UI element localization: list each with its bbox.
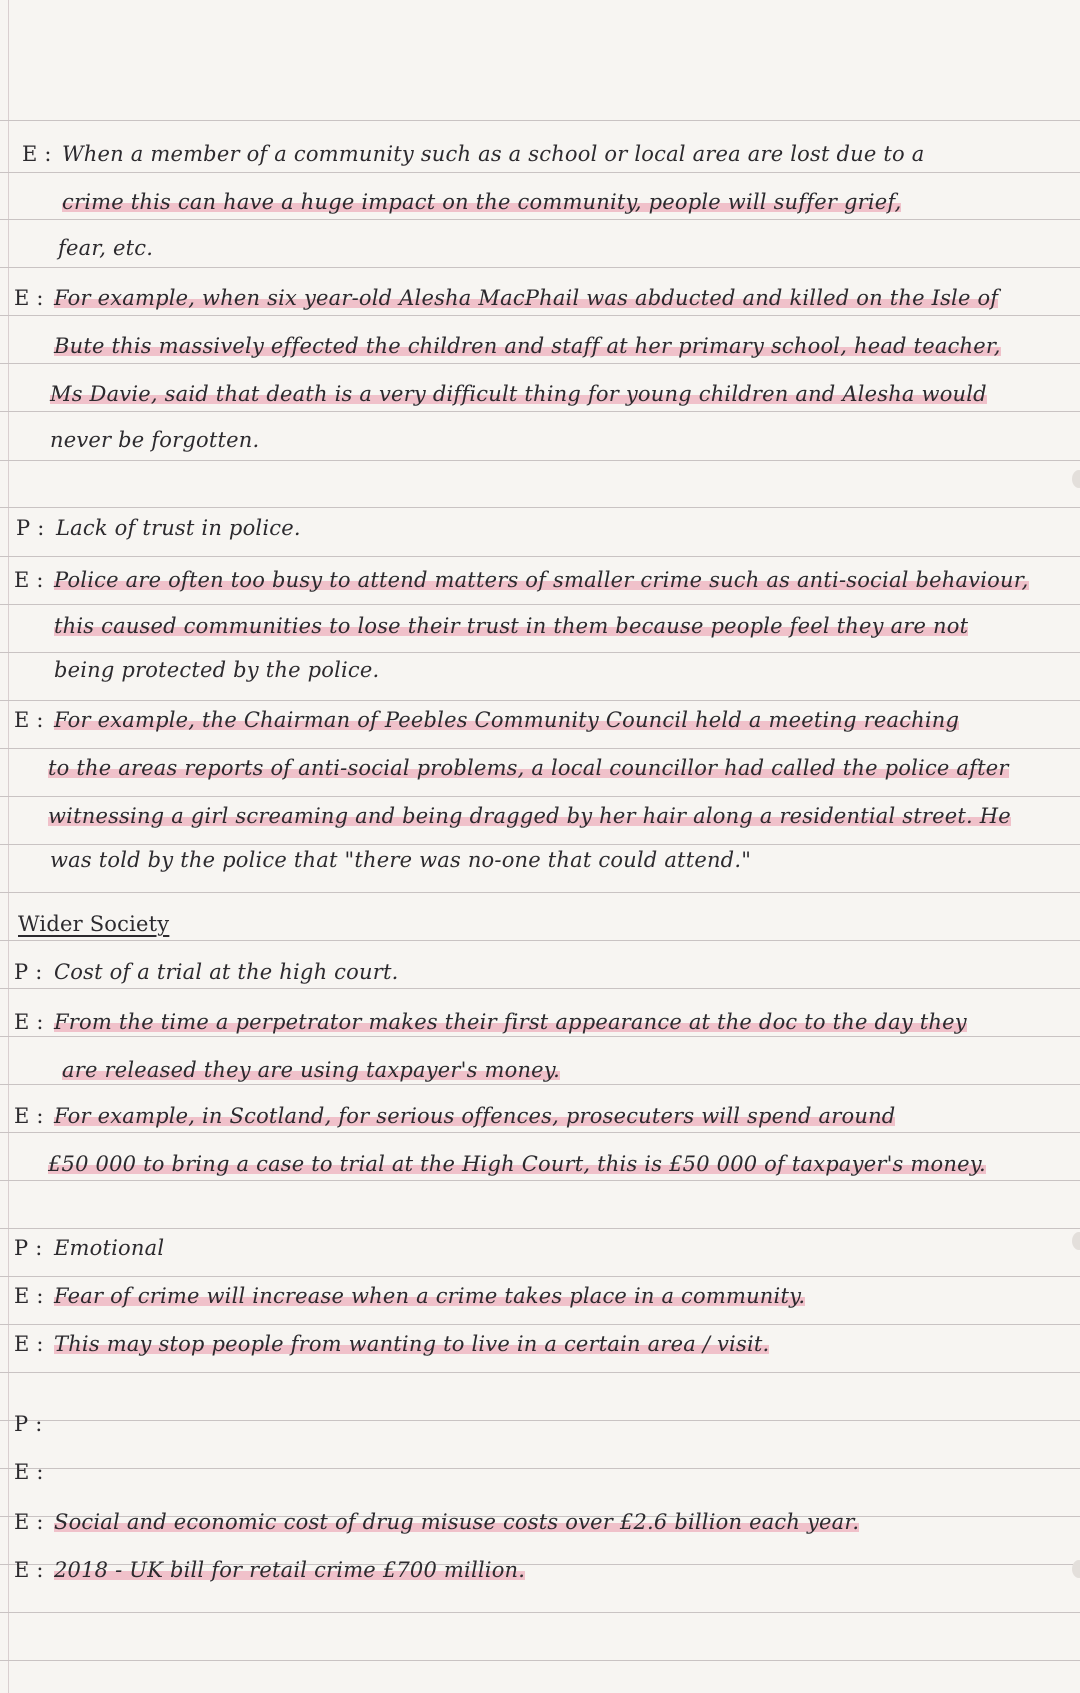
line-text: Bute this massively effected the children and staff at her primary school, head teacher, bbox=[54, 334, 1001, 358]
heading-text: Wider Society bbox=[18, 912, 170, 936]
ruled-line bbox=[0, 700, 1080, 701]
ruled-line bbox=[0, 172, 1080, 173]
ruled-line bbox=[0, 1660, 1080, 1661]
line-text: crime this can have a huge impact on the community, people will suffer grief, bbox=[62, 190, 902, 214]
ruled-line bbox=[0, 1612, 1080, 1613]
line-text: Cost of a trial at the high court. bbox=[54, 960, 399, 984]
text-line bbox=[14, 1332, 769, 1356]
line-label: P : bbox=[16, 516, 45, 540]
line-text: never be forgotten. bbox=[50, 428, 260, 452]
line-label: E : bbox=[22, 142, 52, 166]
line-text: was told by the police that "there was no-one that could attend." bbox=[50, 848, 752, 872]
text-line bbox=[14, 1412, 54, 1436]
ruled-line bbox=[0, 267, 1080, 268]
ruled-line bbox=[0, 892, 1080, 893]
ruled-line bbox=[0, 940, 1080, 941]
text-line bbox=[48, 756, 1009, 780]
line-text: £50 000 to bring a case to trial at the High Court, this is £50 000 of taxpayer's money. bbox=[48, 1152, 986, 1176]
line-text: this caused communities to lose their trust in them because people feel they are not bbox=[54, 614, 969, 638]
line-label: P : bbox=[14, 1236, 43, 1260]
text-line bbox=[14, 568, 1029, 592]
section-heading bbox=[18, 912, 169, 936]
line-text: fear, etc. bbox=[58, 236, 154, 260]
ruled-line bbox=[0, 1180, 1080, 1181]
text-line bbox=[58, 236, 153, 260]
ruled-line bbox=[0, 1084, 1080, 1085]
line-label: E : bbox=[14, 1284, 44, 1308]
ruled-line bbox=[0, 604, 1080, 605]
binder-hole bbox=[1072, 1560, 1080, 1578]
line-text: Ms Davie, said that death is a very difficult thing for young children and Alesha would bbox=[50, 382, 987, 406]
binder-hole bbox=[1072, 1232, 1080, 1250]
line-text: Social and economic cost of drug misuse costs over £2.6 billion each year. bbox=[54, 1510, 860, 1534]
line-label: E : bbox=[14, 1104, 44, 1128]
text-line bbox=[14, 286, 998, 310]
text-line bbox=[14, 1104, 895, 1128]
text-line bbox=[14, 1460, 54, 1484]
ruled-line bbox=[0, 1324, 1080, 1325]
ruled-line bbox=[0, 1276, 1080, 1277]
line-text: 2018 - UK bill for retail crime £700 million. bbox=[54, 1558, 526, 1582]
ruled-line bbox=[0, 507, 1080, 508]
line-label: E : bbox=[14, 1460, 44, 1484]
text-line bbox=[14, 1284, 805, 1308]
line-text: When a member of a community such as a school or local area are lost due to a bbox=[62, 142, 925, 166]
ruled-line bbox=[0, 1372, 1080, 1373]
line-text: Emotional bbox=[54, 1236, 165, 1260]
line-text: For example, when six year-old Alesha MacPhail was abducted and killed on the Isle of bbox=[54, 286, 999, 310]
text-line bbox=[14, 708, 959, 732]
line-text: witnessing a girl screaming and being dragged by her hair along a residential street. He bbox=[48, 804, 1011, 828]
ruled-line bbox=[0, 411, 1080, 412]
ruled-line bbox=[0, 120, 1080, 121]
line-text: Lack of trust in police. bbox=[56, 516, 301, 540]
line-label: E : bbox=[14, 708, 44, 732]
line-label: P : bbox=[14, 1412, 43, 1436]
line-text: being protected by the police. bbox=[54, 658, 380, 682]
binder-hole bbox=[1072, 470, 1080, 488]
ruled-line bbox=[0, 1468, 1080, 1469]
ruled-line bbox=[0, 844, 1080, 845]
text-line bbox=[50, 848, 751, 872]
text-line bbox=[54, 658, 379, 682]
line-label: E : bbox=[14, 568, 44, 592]
ruled-line bbox=[0, 1036, 1080, 1037]
line-label: E : bbox=[14, 1558, 44, 1582]
ruled-line bbox=[0, 363, 1080, 364]
line-label: E : bbox=[14, 1510, 44, 1534]
line-text: This may stop people from wanting to live in a certain area / visit. bbox=[54, 1332, 770, 1356]
text-line bbox=[14, 1558, 525, 1582]
margin-line bbox=[8, 0, 9, 1693]
line-label: E : bbox=[14, 1010, 44, 1034]
ruled-line bbox=[0, 1420, 1080, 1421]
text-line bbox=[50, 428, 259, 452]
text-line bbox=[14, 960, 398, 984]
text-line bbox=[54, 614, 968, 638]
ruled-line bbox=[0, 219, 1080, 220]
line-text: are released they are using taxpayer's money. bbox=[62, 1058, 560, 1082]
line-label: E : bbox=[14, 286, 44, 310]
text-line bbox=[62, 190, 901, 214]
text-line bbox=[14, 1510, 859, 1534]
ruled-line bbox=[0, 556, 1080, 557]
line-label: E : bbox=[14, 1332, 44, 1356]
ruled-line bbox=[0, 988, 1080, 989]
text-line bbox=[48, 1152, 986, 1176]
text-line bbox=[48, 804, 1011, 828]
ruled-line bbox=[0, 796, 1080, 797]
text-line bbox=[50, 382, 987, 406]
ruled-line bbox=[0, 460, 1080, 461]
line-text: Police are often too busy to attend matters of smaller crime such as anti-social behaviour, bbox=[54, 568, 1029, 592]
ruled-line bbox=[0, 652, 1080, 653]
line-text: For example, the Chairman of Peebles Community Council held a meeting reaching bbox=[54, 708, 960, 732]
text-line bbox=[14, 1010, 967, 1034]
text-line bbox=[22, 142, 924, 166]
ruled-line bbox=[0, 1132, 1080, 1133]
line-text: For example, in Scotland, for serious offences, prosecuters will spend around bbox=[54, 1104, 896, 1128]
line-text: to the areas reports of anti-social problems, a local councillor had called the police after bbox=[48, 756, 1009, 780]
text-line bbox=[14, 1236, 164, 1260]
ruled-line bbox=[0, 1228, 1080, 1229]
text-line bbox=[54, 334, 1001, 358]
line-label: P : bbox=[14, 960, 43, 984]
ruled-line bbox=[0, 315, 1080, 316]
text-line bbox=[62, 1058, 560, 1082]
line-text: Fear of crime will increase when a crime takes place in a community. bbox=[54, 1284, 806, 1308]
line-text: From the time a perpetrator makes their first appearance at the doc to the day they bbox=[54, 1010, 967, 1034]
ruled-line bbox=[0, 748, 1080, 749]
text-line bbox=[16, 516, 301, 540]
